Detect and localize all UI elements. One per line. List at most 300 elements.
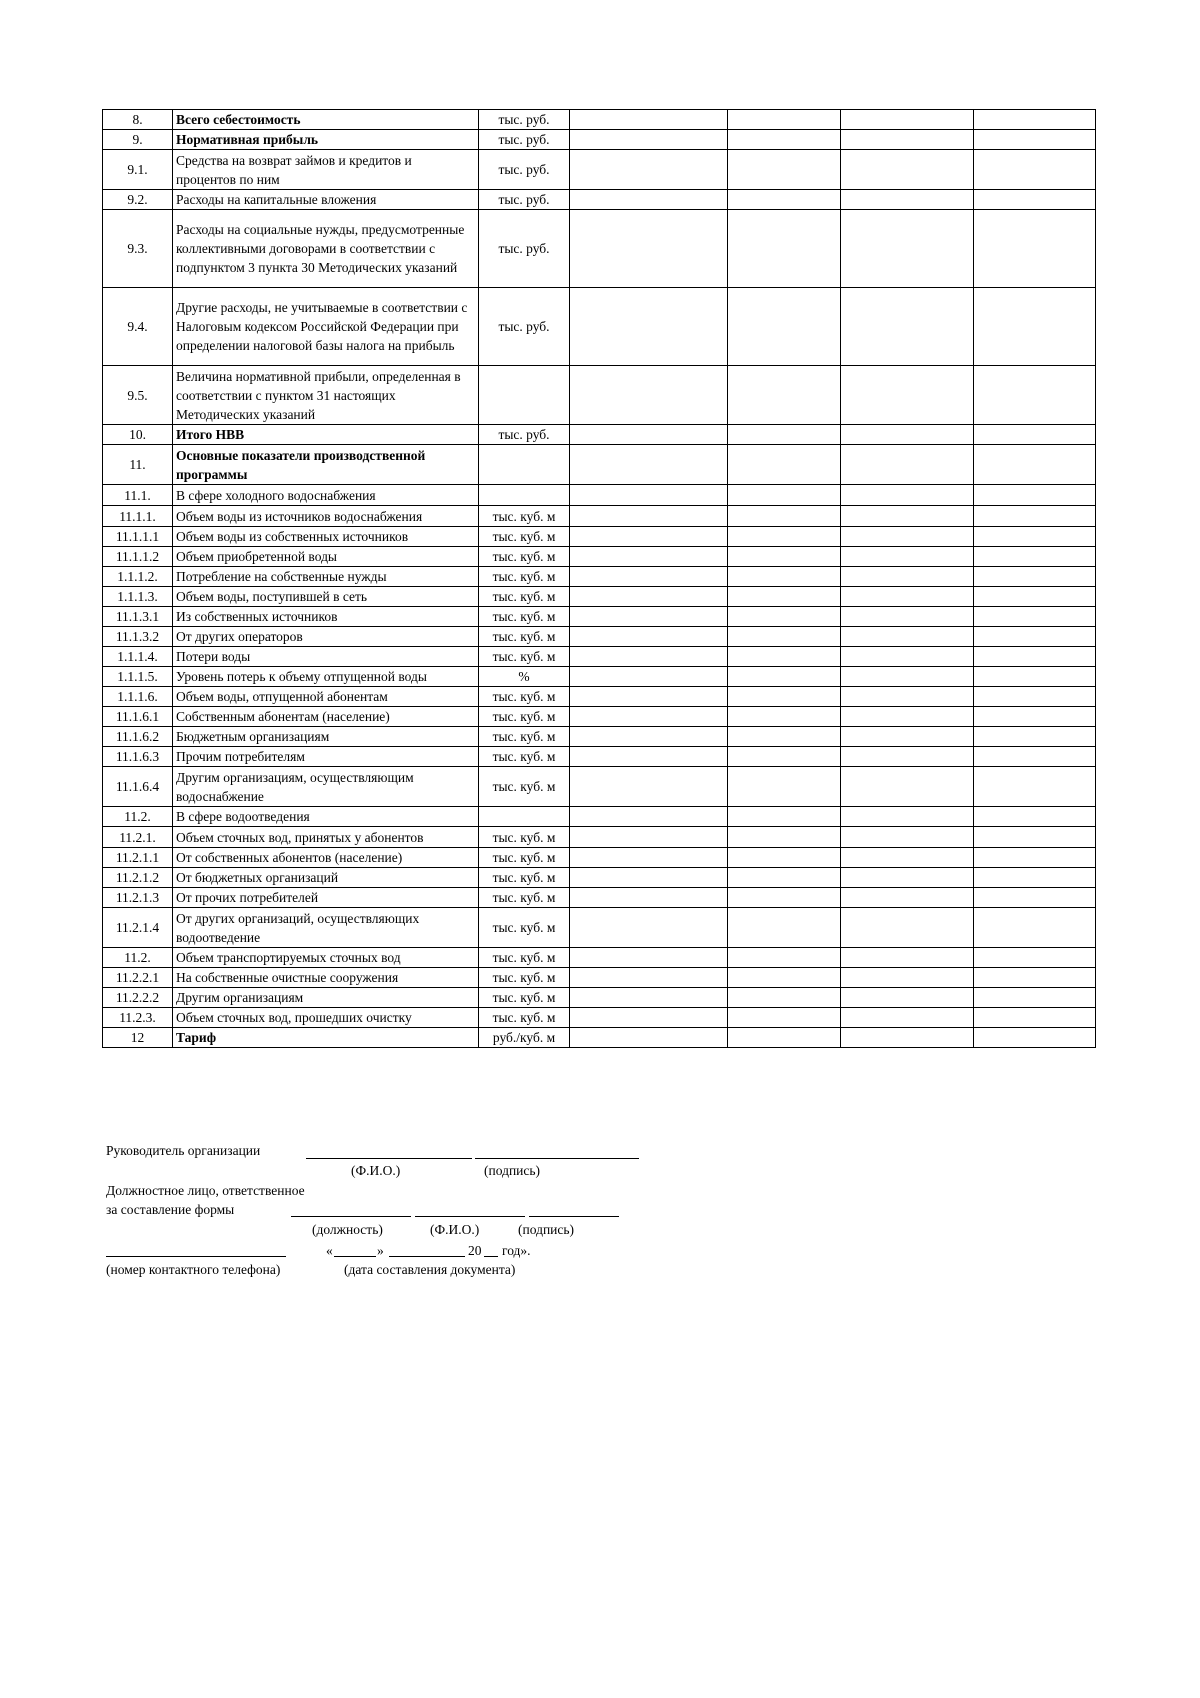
indicator-name-cell: Объем сточных вод, прошедших очистку	[173, 1008, 479, 1028]
value-cell[interactable]	[841, 130, 974, 150]
value-cell[interactable]	[841, 607, 974, 627]
table-row	[103, 445, 1096, 485]
indicator-name-cell: Другие расходы, не учитываемые в соответствии с Налоговым кодексом Российской Федерации при определении налоговой базы налога на прибыль	[173, 288, 479, 366]
date-caption: (дата составления документа)	[344, 1262, 516, 1277]
value-cell[interactable]	[841, 807, 974, 827]
value-cell[interactable]	[974, 130, 1096, 150]
unit-cell: тыс. куб. м	[479, 827, 570, 848]
value-cell[interactable]	[974, 767, 1096, 807]
row-number-cell: 11.1.6.4	[103, 767, 173, 807]
value-cell[interactable]	[841, 567, 974, 587]
indicator-name-cell: В сфере водоотведения	[173, 807, 479, 827]
table-row	[103, 848, 1096, 868]
value-cell[interactable]	[841, 425, 974, 445]
table-row	[103, 190, 1096, 210]
value-cell[interactable]	[841, 1008, 974, 1028]
indicator-name-cell: Уровень потерь к объему отпущенной воды	[173, 667, 479, 687]
table-row	[103, 110, 1096, 130]
value-cell[interactable]	[974, 667, 1096, 687]
value-cell[interactable]	[974, 747, 1096, 767]
value-cell[interactable]	[974, 908, 1096, 948]
responsible-position-line[interactable]	[291, 1216, 411, 1217]
value-cell[interactable]	[841, 587, 974, 607]
value-cell[interactable]	[728, 647, 841, 667]
value-cell[interactable]	[974, 485, 1096, 506]
value-cell[interactable]	[974, 988, 1096, 1008]
value-cell[interactable]	[841, 908, 974, 948]
head-signature-caption: (подпись)	[484, 1163, 541, 1178]
value-cell[interactable]	[841, 527, 974, 547]
unit-cell: тыс. куб. м	[479, 848, 570, 868]
unit-cell	[479, 807, 570, 827]
value-cell[interactable]	[841, 687, 974, 707]
value-cell[interactable]	[841, 827, 974, 848]
row-number-cell: 1.1.1.2.	[103, 567, 173, 587]
table-row	[103, 807, 1096, 827]
table-row	[103, 948, 1096, 968]
value-cell[interactable]	[570, 527, 728, 547]
head-fio-caption: (Ф.И.О.)	[351, 1163, 401, 1178]
indicator-name-cell: Основные показатели производственной программы	[173, 445, 479, 485]
table-row	[103, 527, 1096, 547]
unit-cell: тыс. куб. м	[479, 948, 570, 968]
responsible-label-line2: за составление формы	[106, 1202, 235, 1217]
value-cell[interactable]	[570, 1008, 728, 1028]
value-cell[interactable]	[728, 888, 841, 908]
value-cell[interactable]	[841, 627, 974, 647]
row-number-cell: 9.	[103, 130, 173, 150]
value-cell[interactable]	[728, 288, 841, 366]
value-cell[interactable]	[570, 988, 728, 1008]
value-cell[interactable]	[728, 968, 841, 988]
unit-cell: тыс. куб. м	[479, 587, 570, 607]
value-cell[interactable]	[974, 707, 1096, 727]
value-cell[interactable]	[570, 210, 728, 288]
phone-line[interactable]	[106, 1256, 286, 1257]
row-number-cell: 11.2.1.3	[103, 888, 173, 908]
value-cell[interactable]	[974, 968, 1096, 988]
indicator-name-cell: Средства на возврат займов и кредитов и процентов по ним	[173, 150, 479, 190]
unit-cell: тыс. руб.	[479, 110, 570, 130]
value-cell[interactable]	[974, 848, 1096, 868]
value-cell[interactable]	[841, 210, 974, 288]
unit-cell: тыс. куб. м	[479, 868, 570, 888]
responsible-fio-line[interactable]	[415, 1216, 525, 1217]
value-cell[interactable]	[974, 868, 1096, 888]
value-cell[interactable]	[974, 727, 1096, 747]
value-cell[interactable]	[570, 425, 728, 445]
value-cell[interactable]	[728, 948, 841, 968]
unit-cell: тыс. куб. м	[479, 707, 570, 727]
value-cell[interactable]	[570, 506, 728, 527]
date-year-suffix: год».	[502, 1243, 531, 1258]
value-cell[interactable]	[974, 647, 1096, 667]
value-cell[interactable]	[570, 807, 728, 827]
value-cell[interactable]	[974, 445, 1096, 485]
row-number-cell: 11.1.6.1	[103, 707, 173, 727]
value-cell[interactable]	[841, 948, 974, 968]
value-cell[interactable]	[728, 210, 841, 288]
value-cell[interactable]	[974, 827, 1096, 848]
value-cell[interactable]	[728, 567, 841, 587]
table-row	[103, 888, 1096, 908]
value-cell[interactable]	[728, 1028, 841, 1048]
table-row	[103, 908, 1096, 948]
value-cell[interactable]	[570, 567, 728, 587]
date-close-quote: »	[377, 1243, 384, 1258]
unit-cell: тыс. куб. м	[479, 747, 570, 767]
value-cell[interactable]	[841, 485, 974, 506]
value-cell[interactable]	[728, 707, 841, 727]
table-row	[103, 547, 1096, 567]
unit-cell: %	[479, 667, 570, 687]
indicator-name-cell: От других организаций, осуществляющих водоотведение	[173, 908, 479, 948]
unit-cell	[479, 366, 570, 425]
row-number-cell: 1.1.1.6.	[103, 687, 173, 707]
unit-cell: тыс. руб.	[479, 190, 570, 210]
value-cell[interactable]	[728, 807, 841, 827]
unit-cell: тыс. куб. м	[479, 607, 570, 627]
unit-cell: тыс. руб.	[479, 150, 570, 190]
unit-cell: тыс. руб.	[479, 210, 570, 288]
value-cell[interactable]	[974, 425, 1096, 445]
value-cell[interactable]	[841, 110, 974, 130]
table-row	[103, 687, 1096, 707]
value-cell[interactable]	[570, 667, 728, 687]
value-cell[interactable]	[974, 948, 1096, 968]
row-number-cell: 11.1.	[103, 485, 173, 506]
value-cell[interactable]	[841, 988, 974, 1008]
value-cell[interactable]	[974, 527, 1096, 547]
value-cell[interactable]	[841, 848, 974, 868]
value-cell[interactable]	[728, 827, 841, 848]
table-row	[103, 667, 1096, 687]
value-cell[interactable]	[841, 150, 974, 190]
table-row	[103, 767, 1096, 807]
value-cell[interactable]	[728, 687, 841, 707]
value-cell[interactable]	[570, 727, 728, 747]
date-open-quote: «	[326, 1243, 333, 1258]
value-cell[interactable]	[570, 747, 728, 767]
table-row	[103, 288, 1096, 366]
unit-cell: тыс. руб.	[479, 288, 570, 366]
table-row	[103, 1028, 1096, 1048]
row-number-cell: 11.1.1.1	[103, 527, 173, 547]
value-cell[interactable]	[841, 868, 974, 888]
unit-cell: тыс. куб. м	[479, 547, 570, 567]
row-number-cell: 11.2.2.2	[103, 988, 173, 1008]
responsible-signature-line[interactable]	[529, 1216, 619, 1217]
value-cell[interactable]	[728, 190, 841, 210]
value-cell[interactable]	[728, 627, 841, 647]
unit-cell: тыс. куб. м	[479, 567, 570, 587]
value-cell[interactable]	[841, 190, 974, 210]
value-cell[interactable]	[728, 747, 841, 767]
value-cell[interactable]	[974, 210, 1096, 288]
indicator-name-cell: Другим организациям, осуществляющим водоснабжение	[173, 767, 479, 807]
value-cell[interactable]	[841, 506, 974, 527]
value-cell[interactable]	[974, 1028, 1096, 1048]
indicator-name-cell: Потери воды	[173, 647, 479, 667]
indicator-name-cell: Объем воды, поступившей в сеть	[173, 587, 479, 607]
value-cell[interactable]	[728, 607, 841, 627]
value-cell[interactable]	[728, 547, 841, 567]
indicator-name-cell: Нормативная прибыль	[173, 130, 479, 150]
value-cell[interactable]	[841, 667, 974, 687]
indicator-name-cell: Объем сточных вод, принятых у абонентов	[173, 827, 479, 848]
date-year-prefix: 20	[468, 1243, 482, 1258]
value-cell[interactable]	[841, 747, 974, 767]
value-cell[interactable]	[728, 130, 841, 150]
row-number-cell: 10.	[103, 425, 173, 445]
row-number-cell: 11.2.1.2	[103, 868, 173, 888]
unit-cell: тыс. куб. м	[479, 627, 570, 647]
value-cell[interactable]	[570, 288, 728, 366]
table-row	[103, 707, 1096, 727]
value-cell[interactable]	[570, 868, 728, 888]
row-number-cell: 1.1.1.4.	[103, 647, 173, 667]
table-row	[103, 130, 1096, 150]
unit-cell: тыс. куб. м	[479, 527, 570, 547]
value-cell[interactable]	[728, 445, 841, 485]
value-cell[interactable]	[841, 727, 974, 747]
value-cell[interactable]	[570, 485, 728, 506]
unit-cell: руб./куб. м	[479, 1028, 570, 1048]
value-cell[interactable]	[728, 485, 841, 506]
value-cell[interactable]	[728, 908, 841, 948]
row-number-cell: 11.2.3.	[103, 1008, 173, 1028]
indicator-name-cell: На собственные очистные сооружения	[173, 968, 479, 988]
value-cell[interactable]	[728, 527, 841, 547]
row-number-cell: 1.1.1.3.	[103, 587, 173, 607]
value-cell[interactable]	[728, 868, 841, 888]
value-cell[interactable]	[841, 445, 974, 485]
indicator-name-cell: Объем транспортируемых сточных вод	[173, 948, 479, 968]
value-cell[interactable]	[570, 827, 728, 848]
value-cell[interactable]	[570, 888, 728, 908]
value-cell[interactable]	[841, 366, 974, 425]
indicator-name-cell: Прочим потребителям	[173, 747, 479, 767]
value-cell[interactable]	[841, 888, 974, 908]
indicator-name-cell: Другим организациям	[173, 988, 479, 1008]
value-cell[interactable]	[570, 190, 728, 210]
value-cell[interactable]	[841, 707, 974, 727]
unit-cell: тыс. руб.	[479, 130, 570, 150]
indicator-name-cell: Расходы на социальные нужды, предусмотренные коллективными договорами в соответствии с подпунктом 3 пункта 30 Методических указаний	[173, 210, 479, 288]
value-cell[interactable]	[974, 627, 1096, 647]
row-number-cell: 1.1.1.5.	[103, 667, 173, 687]
value-cell[interactable]	[841, 767, 974, 807]
value-cell[interactable]	[728, 425, 841, 445]
value-cell[interactable]	[570, 707, 728, 727]
table-row	[103, 210, 1096, 288]
value-cell[interactable]	[841, 547, 974, 567]
value-cell[interactable]	[570, 130, 728, 150]
value-cell[interactable]	[570, 948, 728, 968]
value-cell[interactable]	[974, 150, 1096, 190]
table-row	[103, 747, 1096, 767]
value-cell[interactable]	[974, 506, 1096, 527]
value-cell[interactable]	[570, 445, 728, 485]
row-number-cell: 9.3.	[103, 210, 173, 288]
table-row	[103, 1008, 1096, 1028]
value-cell[interactable]	[974, 687, 1096, 707]
date-month-line[interactable]	[389, 1256, 465, 1257]
indicator-name-cell: Потребление на собственные нужды	[173, 567, 479, 587]
value-cell[interactable]	[570, 366, 728, 425]
unit-cell: тыс. куб. м	[479, 968, 570, 988]
indicator-name-cell: От прочих потребителей	[173, 888, 479, 908]
value-cell[interactable]	[974, 587, 1096, 607]
row-number-cell: 11.1.6.2	[103, 727, 173, 747]
table-row	[103, 868, 1096, 888]
indicator-name-cell: В сфере холодного водоснабжения	[173, 485, 479, 506]
indicator-name-cell: Бюджетным организациям	[173, 727, 479, 747]
row-number-cell: 11.	[103, 445, 173, 485]
phone-caption: (номер контактного телефона)	[106, 1262, 281, 1277]
production-program-table	[102, 109, 1096, 1048]
row-number-cell: 11.1.3.2	[103, 627, 173, 647]
indicator-name-cell: Величина нормативной прибыли, определенная в соответствии с пунктом 31 настоящих Методических указаний	[173, 366, 479, 425]
row-number-cell: 11.1.3.1	[103, 607, 173, 627]
indicator-name-cell: От других операторов	[173, 627, 479, 647]
indicator-name-cell: Объем воды из собственных источников	[173, 527, 479, 547]
indicator-name-cell: Объем воды из источников водоснабжения	[173, 506, 479, 527]
unit-cell: тыс. куб. м	[479, 767, 570, 807]
value-cell[interactable]	[974, 567, 1096, 587]
unit-cell: тыс. куб. м	[479, 988, 570, 1008]
table-row	[103, 727, 1096, 747]
value-cell[interactable]	[570, 110, 728, 130]
row-number-cell: 9.5.	[103, 366, 173, 425]
table-row	[103, 567, 1096, 587]
unit-cell: тыс. куб. м	[479, 727, 570, 747]
table-row	[103, 827, 1096, 848]
value-cell[interactable]	[728, 988, 841, 1008]
date-day-line[interactable]	[334, 1256, 376, 1257]
value-cell[interactable]	[728, 1008, 841, 1028]
row-number-cell: 11.2.1.4	[103, 908, 173, 948]
value-cell[interactable]	[841, 1028, 974, 1048]
table-row	[103, 587, 1096, 607]
unit-cell: тыс. куб. м	[479, 647, 570, 667]
row-number-cell: 11.1.1.	[103, 506, 173, 527]
head-label: Руководитель организации	[106, 1143, 261, 1158]
value-cell[interactable]	[570, 908, 728, 948]
value-cell[interactable]	[974, 607, 1096, 627]
value-cell[interactable]	[728, 150, 841, 190]
indicator-name-cell: Собственным абонентам (население)	[173, 707, 479, 727]
value-cell[interactable]	[570, 607, 728, 627]
value-cell[interactable]	[974, 288, 1096, 366]
value-cell[interactable]	[728, 506, 841, 527]
unit-cell: тыс. куб. м	[479, 687, 570, 707]
value-cell[interactable]	[974, 190, 1096, 210]
value-cell[interactable]	[570, 647, 728, 667]
table-row	[103, 485, 1096, 506]
indicator-name-cell: Итого НВВ	[173, 425, 479, 445]
value-cell[interactable]	[728, 767, 841, 807]
value-cell[interactable]	[841, 968, 974, 988]
value-cell[interactable]	[570, 587, 728, 607]
responsible-fio-caption: (Ф.И.О.)	[430, 1222, 480, 1237]
head-signature-line[interactable]	[475, 1158, 639, 1159]
table-row	[103, 968, 1096, 988]
value-cell[interactable]	[570, 968, 728, 988]
row-number-cell: 11.2.1.1	[103, 848, 173, 868]
value-cell[interactable]	[728, 366, 841, 425]
table-row	[103, 988, 1096, 1008]
indicator-name-cell: Из собственных источников	[173, 607, 479, 627]
value-cell[interactable]	[974, 110, 1096, 130]
indicator-name-cell: Всего себестоимость	[173, 110, 479, 130]
position-caption: (должность)	[312, 1222, 383, 1237]
value-cell[interactable]	[728, 727, 841, 747]
value-cell[interactable]	[728, 848, 841, 868]
row-number-cell: 9.1.	[103, 150, 173, 190]
row-number-cell: 9.2.	[103, 190, 173, 210]
indicator-name-cell: Тариф	[173, 1028, 479, 1048]
indicator-name-cell: От бюджетных организаций	[173, 868, 479, 888]
head-fio-line[interactable]	[306, 1158, 472, 1159]
row-number-cell: 11.2.	[103, 807, 173, 827]
table-row	[103, 366, 1096, 425]
table-row	[103, 647, 1096, 667]
value-cell[interactable]	[974, 366, 1096, 425]
unit-cell: тыс. куб. м	[479, 908, 570, 948]
value-cell[interactable]	[570, 1028, 728, 1048]
indicator-name-cell: Объем приобретенной воды	[173, 547, 479, 567]
value-cell[interactable]	[570, 150, 728, 190]
unit-cell	[479, 485, 570, 506]
unit-cell: тыс. руб.	[479, 425, 570, 445]
indicator-name-cell: От собственных абонентов (население)	[173, 848, 479, 868]
value-cell[interactable]	[570, 687, 728, 707]
value-cell[interactable]	[728, 667, 841, 687]
value-cell[interactable]	[728, 110, 841, 130]
table-row	[103, 506, 1096, 527]
unit-cell: тыс. куб. м	[479, 888, 570, 908]
responsible-label-line1: Должностное лицо, ответственное	[106, 1183, 305, 1198]
value-cell[interactable]	[974, 888, 1096, 908]
value-cell[interactable]	[974, 807, 1096, 827]
row-number-cell: 11.2.2.1	[103, 968, 173, 988]
unit-cell	[479, 445, 570, 485]
row-number-cell: 12	[103, 1028, 173, 1048]
date-year-line[interactable]	[484, 1256, 498, 1257]
value-cell[interactable]	[974, 1008, 1096, 1028]
table-row	[103, 607, 1096, 627]
row-number-cell: 11.2.	[103, 948, 173, 968]
table-row	[103, 627, 1096, 647]
responsible-signature-caption: (подпись)	[518, 1222, 575, 1237]
row-number-cell: 8.	[103, 110, 173, 130]
value-cell[interactable]	[841, 288, 974, 366]
value-cell[interactable]	[728, 587, 841, 607]
value-cell[interactable]	[570, 547, 728, 567]
value-cell[interactable]	[570, 767, 728, 807]
row-number-cell: 11.1.1.2	[103, 547, 173, 567]
unit-cell: тыс. куб. м	[479, 506, 570, 527]
table-row	[103, 425, 1096, 445]
row-number-cell: 11.1.6.3	[103, 747, 173, 767]
value-cell[interactable]	[570, 848, 728, 868]
value-cell[interactable]	[570, 627, 728, 647]
unit-cell: тыс. куб. м	[479, 1008, 570, 1028]
value-cell[interactable]	[974, 547, 1096, 567]
value-cell[interactable]	[841, 647, 974, 667]
row-number-cell: 9.4.	[103, 288, 173, 366]
